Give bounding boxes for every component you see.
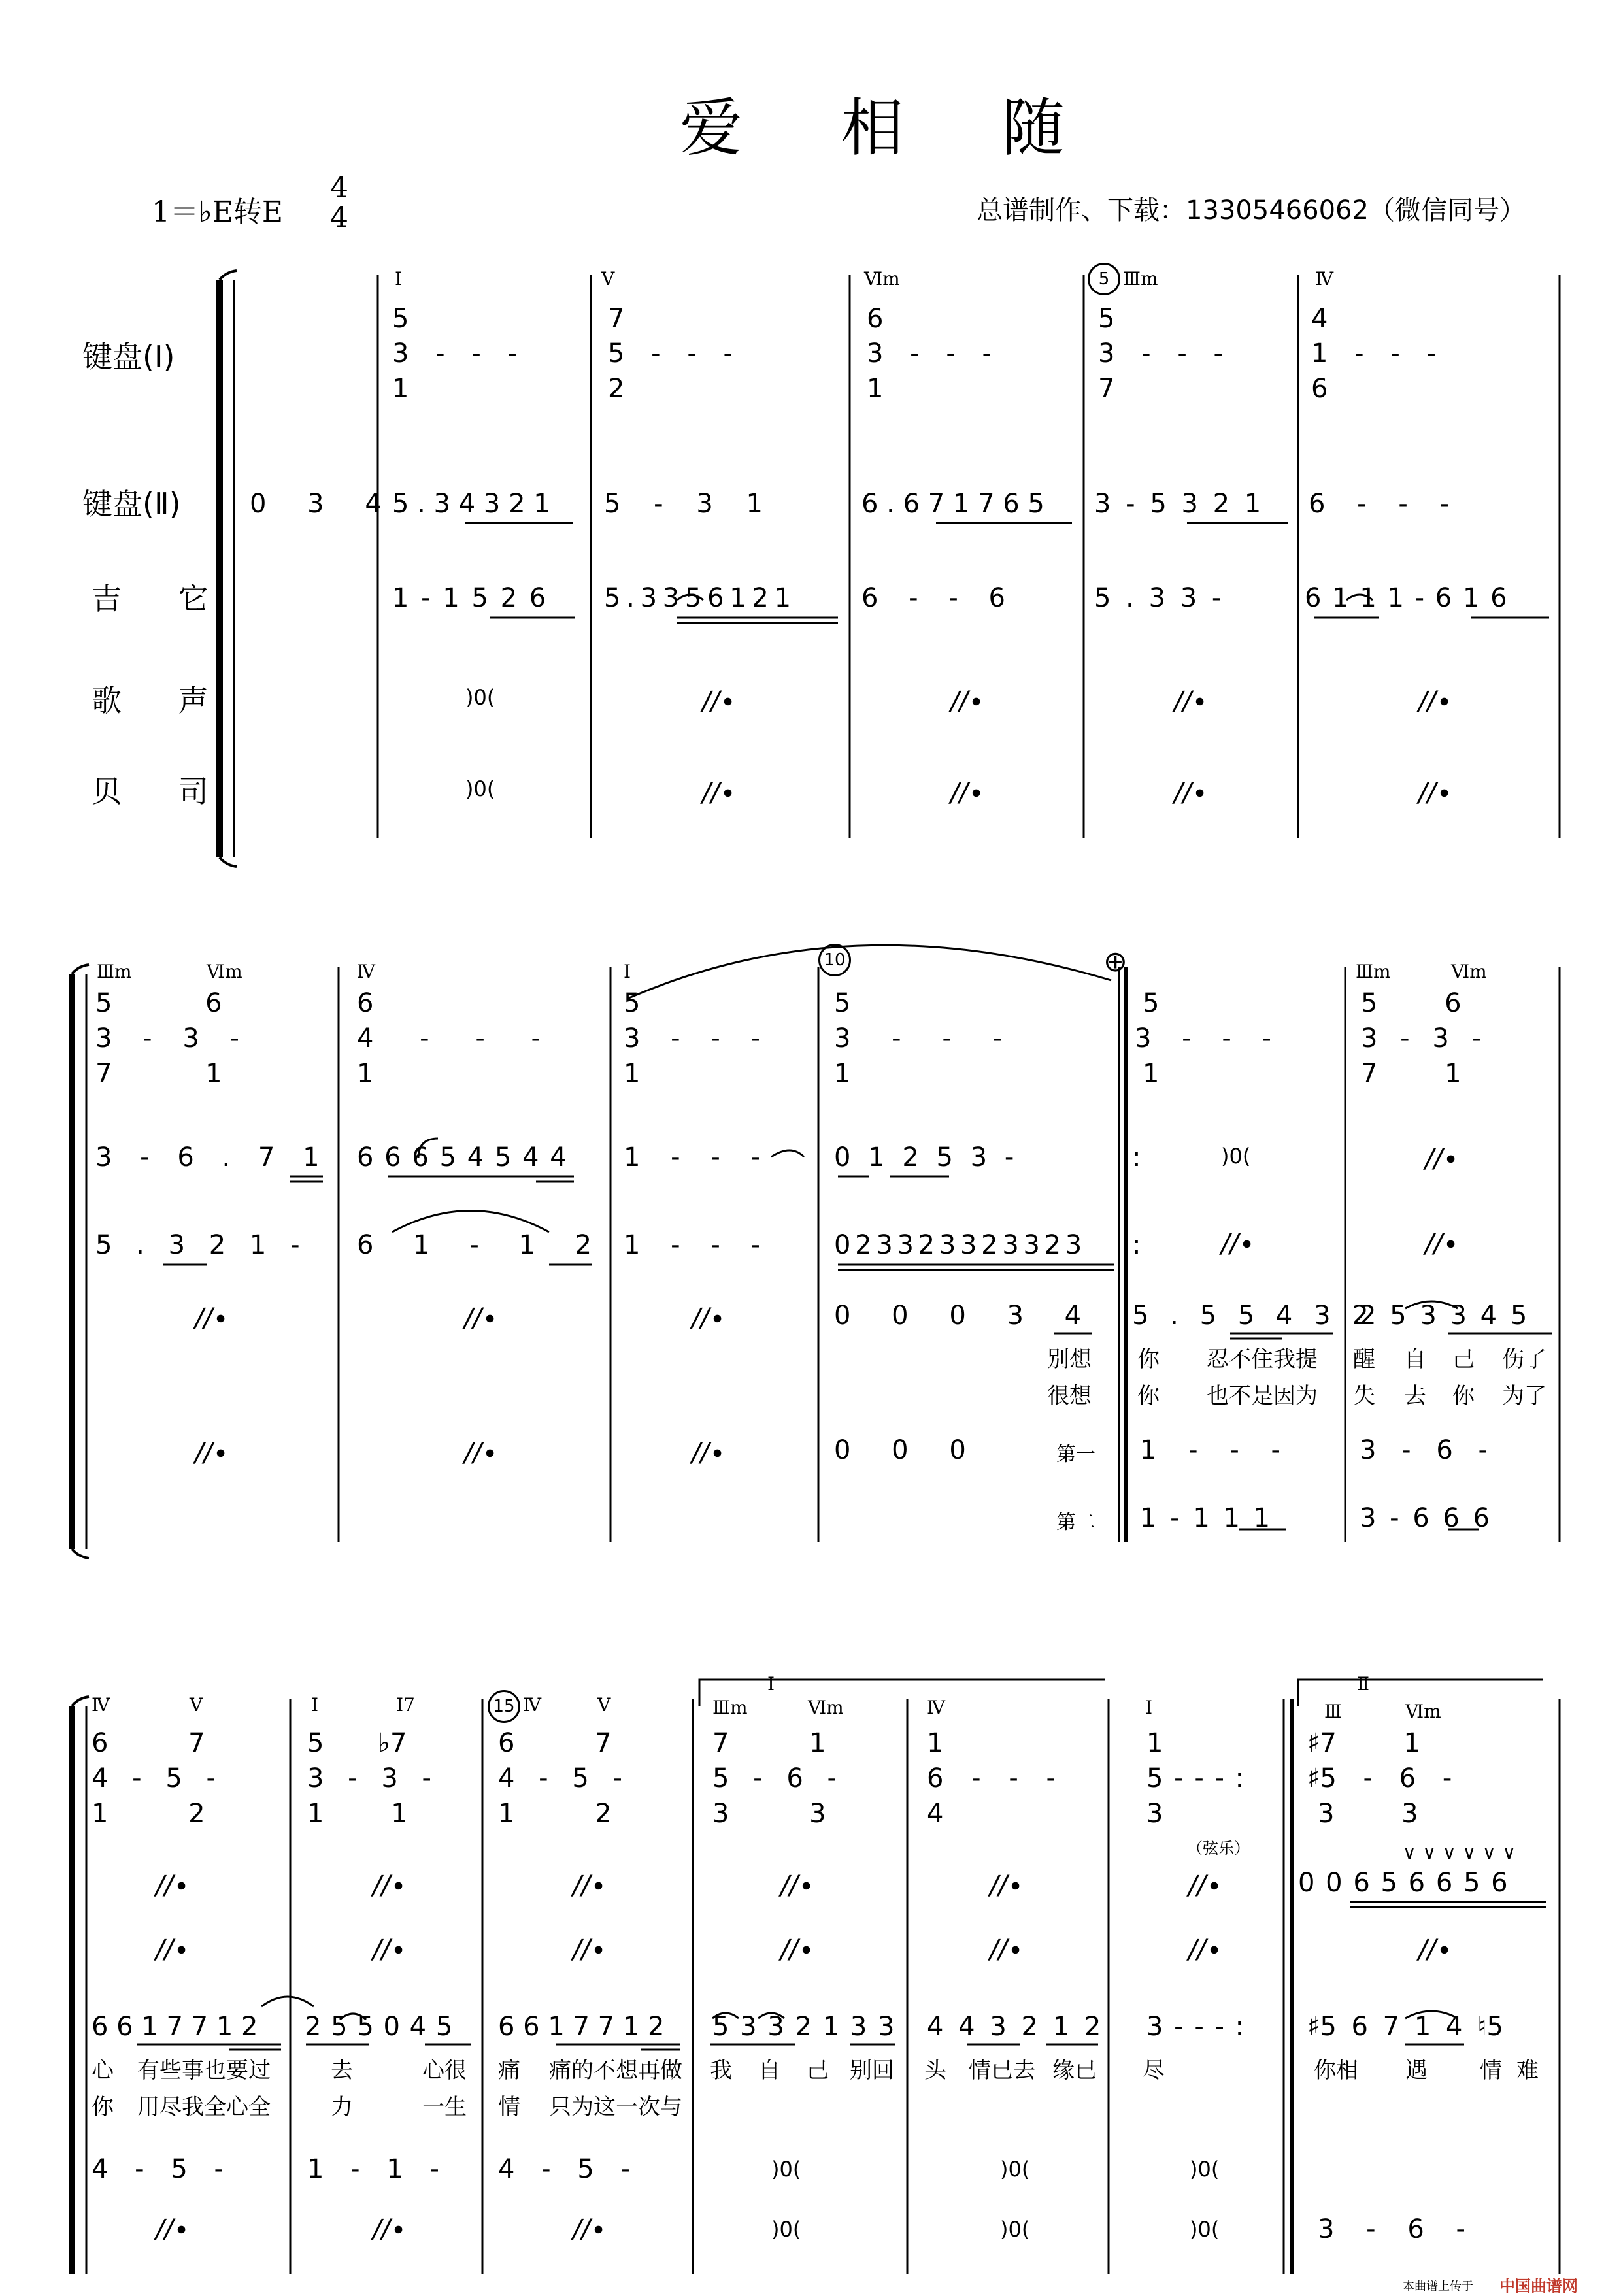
kb1-note-mid: 3 - - -: [624, 1023, 760, 1054]
guitar-measure: 5 . 3 3 5 6 1 2 1: [604, 583, 792, 613]
kb2-measure: 5 - 3 1: [604, 489, 763, 519]
kb1-note-top: ♯7 1: [1307, 1728, 1420, 1758]
repeat-measure: ∕/∙: [373, 2214, 407, 2244]
guitar-measure: 1 - - -: [624, 1230, 760, 1260]
kb2-measure: 1 - - -: [624, 1142, 760, 1173]
kb1-note-mid: 6 - - -: [927, 1763, 1056, 1793]
repeat-measure: ∕/∙: [1425, 1144, 1459, 1174]
repeat-measure: ∕/∙: [1418, 1935, 1452, 1965]
strings-label: （弦乐）: [1187, 1839, 1250, 1857]
kb1-note-bot: 1: [867, 374, 884, 404]
kb1-note-mid: 3 - - -: [834, 1023, 1002, 1054]
lyric: 头: [924, 2057, 946, 2084]
rest-measure: )0(: [1221, 1144, 1251, 1169]
repeat-measure: ∕/∙: [702, 778, 736, 808]
lyric: 你: [1137, 1346, 1160, 1373]
repeat-measure: ∕/∙: [195, 1303, 229, 1333]
kb1-note-top: 7: [608, 304, 625, 334]
kb1-note-top: 6 7: [92, 1728, 205, 1758]
lyric: 一生: [422, 2094, 467, 2120]
kb1-note-mid: 3 - 3 -: [1361, 1023, 1481, 1054]
kb1-note-top: 5 6: [95, 988, 222, 1018]
bass-measure: 4 - 5 -: [92, 2154, 224, 2184]
repeat-sign-start: :: [1132, 1230, 1141, 1260]
rest-measure: )0(: [465, 776, 495, 801]
time-signature-top: 4: [330, 171, 348, 205]
instrument-label-keyboard-1: 键盘(Ⅰ): [82, 339, 175, 374]
rest-measure: )0(: [771, 2217, 801, 2242]
kb1-note-top: 6: [867, 304, 884, 334]
kb1-note-bot: 3 3: [1318, 1799, 1418, 1829]
chord-label: Ⅵm: [1405, 1701, 1441, 1722]
lyric: 你: [1137, 1383, 1160, 1409]
kb1-note-mid: 3 - 3 -: [95, 1023, 239, 1054]
repeat-measure: ∕/∙: [156, 1935, 190, 1965]
chord-label: Ⅵm: [1451, 961, 1487, 982]
lyric: 很想: [1047, 1383, 1092, 1409]
kb1-note-bot: 2: [608, 374, 625, 404]
bass-measure: 1 - - -: [1140, 1435, 1280, 1465]
kb2-measure: 3 - 5 3 2 1: [1094, 489, 1262, 519]
guitar-measure: 5 . 3 3 -: [1094, 583, 1222, 613]
kb1-note-bot: 3 3: [712, 1799, 826, 1829]
repeat-sign-start: :: [1132, 1142, 1141, 1173]
bass-measure: 0 0 0: [834, 1435, 966, 1465]
repeat-measure: ∕/∙: [573, 2214, 607, 2244]
kb1-note-mid: 4 - 5 -: [92, 1763, 216, 1793]
kb1-note-mid: 3 - 3 -: [307, 1763, 431, 1793]
kb1-note-bot: 3: [1146, 1799, 1163, 1829]
repeat-measure: ∕/∙: [1425, 1229, 1459, 1259]
chord-label: Ⅲm: [712, 1697, 748, 1718]
lyric: 只为这一次与: [549, 2094, 682, 2120]
rest-measure: )0(: [1190, 2217, 1220, 2242]
kb1-note-bot: 4: [927, 1799, 944, 1829]
lyric: 你: [1452, 1383, 1475, 1409]
kb1-note-bot: 1: [834, 1059, 851, 1089]
bass-measure: 3 - 6 6 6: [1360, 1503, 1490, 1533]
rehearsal-mark: 5: [1088, 263, 1120, 295]
lyric: 为了: [1502, 1383, 1546, 1409]
repeat-measure: ∕/∙: [702, 686, 736, 716]
kb2-measure: 6 - - -: [1309, 489, 1449, 519]
chord-label: Ⅴ: [597, 1694, 611, 1716]
kb2-measure: 0 1 2 5 3 -: [834, 1142, 1014, 1173]
lyric: 己: [1452, 1346, 1475, 1373]
kb1-note-mid: 4 - 5 -: [498, 1763, 622, 1793]
chord-label: Ⅰ: [311, 1694, 319, 1716]
chord-label: Ⅳ: [92, 1694, 110, 1716]
instrument-label-guitar: 吉 它: [92, 581, 232, 616]
lyric: 痛的不想再做: [549, 2057, 682, 2084]
kb1-note-mid: 3 - - -: [392, 339, 517, 369]
chord-label: Ⅰ7: [396, 1694, 415, 1716]
kb1-note-bot: 7 1: [95, 1059, 222, 1089]
kb1-note-mid: 1 - - -: [1311, 339, 1436, 369]
volta-2-label: Ⅱ: [1357, 1673, 1370, 1695]
lyric: 也不是因为: [1207, 1383, 1318, 1409]
vocal-measure: 5 . 5 5 4 3 2: [1132, 1301, 1369, 1331]
lyric: 用尽我全心全: [137, 2094, 271, 2120]
footer-site-logo: 中国曲谱网: [1499, 2277, 1578, 2295]
repeat-measure: ∕/∙: [195, 1438, 229, 1468]
chord-label: Ⅴ: [190, 1694, 203, 1716]
chord-label: Ⅰ: [624, 961, 631, 982]
kb2-measure: 3 - 6 . 7 1: [95, 1142, 320, 1173]
bass-second-ending-label: 第二: [1056, 1511, 1095, 1534]
kb1-note-mid: 5 - - -: [608, 339, 733, 369]
guitar-measure: 5 . 3 2 1 -: [95, 1230, 300, 1260]
repeat-measure: ∕/∙: [780, 1871, 814, 1901]
vocal-measure: 5 3 3 2 1 3 3: [712, 2012, 895, 2042]
rest-measure: )0(: [771, 2157, 801, 2182]
bass-first-ending-label: 第一: [1056, 1443, 1095, 1466]
kb1-note-bot: 7: [1098, 374, 1115, 404]
rest-measure: )0(: [1000, 2157, 1030, 2182]
chord-label: Ⅳ: [1315, 268, 1333, 290]
lyric: 你相: [1314, 2057, 1358, 2084]
kb1-note-top: 5: [1143, 988, 1160, 1018]
kb1-note-mid: 4 - - -: [357, 1023, 541, 1054]
kb1-note-top: 5: [834, 988, 851, 1018]
lyric: 伤了: [1502, 1346, 1546, 1373]
repeat-measure: ∕/∙: [692, 1438, 726, 1468]
kb1-note-bot: 1: [624, 1059, 641, 1089]
lyric: 力: [331, 2094, 353, 2120]
kb1-note-top: 1: [1146, 1728, 1163, 1758]
kb1-note-bot: 6: [1311, 374, 1328, 404]
guitar-measure: 6 - - 6: [861, 583, 1005, 613]
bass-measure: 1 - 1 1 1: [1140, 1503, 1271, 1533]
kb2-measure: 0 0 6 5 6 6 5 6: [1298, 1868, 1508, 1898]
kb1-note-bot: 1: [1143, 1059, 1160, 1089]
guitar-measure: 1 - 1 5 2 6: [392, 583, 546, 613]
kb2-measure: 6 6 6 5 4 5 4 4: [357, 1142, 567, 1173]
kb1-note-top: 5: [1098, 304, 1115, 334]
kb1-note-mid: 3 - - -: [1135, 1023, 1271, 1054]
key-signature: 1＝♭E转E: [152, 195, 283, 229]
repeat-measure: ∕/∙: [1418, 686, 1452, 716]
repeat-measure: ∕/∙: [373, 1935, 407, 1965]
coda-icon: ⊕: [1103, 945, 1128, 978]
lyric: 心: [92, 2057, 114, 2084]
lyric: 别回: [850, 2057, 894, 2084]
bass-measure: 4 - 5 -: [498, 2154, 630, 2184]
chord-label: Ⅴ: [601, 268, 615, 290]
kb1-note-top: 5: [624, 988, 641, 1018]
repeat-measure: ∕/∙: [156, 1871, 190, 1901]
rest-measure: )0(: [1190, 2157, 1220, 2182]
lyric: 你: [92, 2094, 114, 2120]
kb1-note-top: 6: [357, 988, 374, 1018]
kb1-note-top: 1: [927, 1728, 944, 1758]
repeat-measure: ∕/∙: [692, 1303, 726, 1333]
chord-label: Ⅳ: [523, 1694, 541, 1716]
lyric: 去: [1404, 1383, 1426, 1409]
instrument-label-vocal: 歌 声: [92, 683, 232, 718]
vocal-measure: 6 6 1 7 7 1 2: [498, 2012, 665, 2042]
kb1-note-bot: 1 1: [307, 1799, 408, 1829]
lyric: 有些事也要过: [137, 2057, 271, 2084]
vocal-measure: 2 5 3 3 4 5: [1360, 1301, 1528, 1331]
time-signature-bottom: 4: [330, 201, 348, 235]
lyric: 痛: [498, 2057, 520, 2084]
repeat-measure: ∕/∙: [373, 1871, 407, 1901]
repeat-measure: ∕/∙: [950, 778, 984, 808]
kb1-note-mid: ♯5 - 6 -: [1307, 1763, 1452, 1793]
lyric: 情: [1480, 2057, 1502, 2084]
lyric: 心很: [422, 2057, 467, 2084]
kb1-note-bot: 1 2: [92, 1799, 205, 1829]
guitar-measure: 6 1 - 1 2: [357, 1230, 592, 1260]
lyric: 尽: [1143, 2057, 1165, 2084]
kb2-measure: 6 . 6 7 1 7 6 5: [861, 489, 1044, 519]
chord-label: Ⅰ: [1145, 1697, 1153, 1718]
repeat-measure: ∕/∙: [1188, 1871, 1222, 1901]
chord-label: Ⅲ: [1324, 1701, 1343, 1722]
bass-measure: 1 - 1 -: [307, 2154, 439, 2184]
kb1-note-mid: 5 - - - :: [1146, 1763, 1245, 1793]
repeat-measure: ∕/∙: [780, 1935, 814, 1965]
lyric: 醒: [1353, 1346, 1375, 1373]
kb1-note-bot: 1: [392, 374, 409, 404]
lyric: 难: [1516, 2057, 1539, 2084]
kb1-note-top: 6 7: [498, 1728, 612, 1758]
instrument-label-bass: 贝 司: [92, 774, 232, 809]
lyric: 别想: [1047, 1346, 1092, 1373]
vocal-measure: 0 0 0 3 4: [834, 1301, 1082, 1331]
arranger-credit: 总谱制作、下载：13305466062（微信同号）: [977, 195, 1526, 225]
repeat-measure: ∕/∙: [990, 1935, 1024, 1965]
vocal-measure: 6 6 1 7 7 1 2: [92, 2012, 258, 2042]
lyric: 忍不住我提: [1207, 1346, 1318, 1373]
rest-measure: )0(: [1000, 2217, 1030, 2242]
rehearsal-mark: 15: [488, 1690, 520, 1723]
lyric: 情已去: [969, 2057, 1035, 2084]
kb2-measure: 0 3 4: [250, 489, 382, 519]
page-title: 爱 相 随: [680, 92, 1105, 165]
chord-label: Ⅳ: [357, 961, 375, 982]
repeat-measure: ∕/∙: [464, 1303, 498, 1333]
volta-1-label: Ⅰ: [767, 1673, 775, 1695]
lyric: 自: [758, 2057, 780, 2084]
repeat-measure: ∕/∙: [573, 1935, 607, 1965]
repeat-measure: ∕/∙: [950, 686, 984, 716]
lyric: 遇: [1405, 2057, 1428, 2084]
chord-label: Ⅲm: [1123, 268, 1158, 290]
kb1-note-top: 5 6: [1361, 988, 1462, 1018]
instrument-label-keyboard-2: 键盘(Ⅱ): [82, 486, 181, 522]
kb1-note-top: 5 ♭7: [307, 1728, 407, 1758]
lyric: 失: [1353, 1383, 1375, 1409]
kb1-note-mid: 3 - - -: [1098, 339, 1223, 369]
vocal-measure: ♯5 6 7 1 4 ♮5: [1307, 2012, 1503, 2042]
lyric: 自: [1404, 1346, 1426, 1373]
kb2-measure: 5 . 3 4 3 2 1: [392, 489, 550, 519]
chord-label: Ⅲm: [1356, 961, 1391, 982]
repeat-measure: ∕/∙: [573, 1871, 607, 1901]
kb1-note-top: 5: [392, 304, 409, 334]
rest-measure: )0(: [465, 685, 495, 710]
repeat-measure: ∕/∙: [1221, 1229, 1255, 1259]
vocal-measure: 2 5 5 0 4 5: [305, 2012, 453, 2042]
lyric: 情: [498, 2094, 520, 2120]
chord-label: Ⅰ: [395, 268, 403, 290]
repeat-measure: ∕/∙: [1174, 778, 1208, 808]
kb1-note-mid: 5 - 6 -: [712, 1763, 837, 1793]
repeat-measure: ∕/∙: [156, 2214, 190, 2244]
repeat-measure: ∕/∙: [464, 1438, 498, 1468]
lyric: 缘已: [1052, 2057, 1097, 2084]
chord-label: Ⅵm: [864, 268, 900, 290]
kb1-note-mid: 3 - - -: [867, 339, 992, 369]
kb1-note-bot: 7 1: [1361, 1059, 1462, 1089]
repeat-measure: ∕/∙: [1188, 1935, 1222, 1965]
bass-measure: 3 - 6 -: [1318, 2214, 1465, 2244]
chord-label: Ⅵm: [808, 1697, 844, 1718]
guitar-measure: 0 2 3 3 2 3 3 2 3 3 2 3: [834, 1230, 1082, 1260]
repeat-measure: ∕/∙: [990, 1871, 1024, 1901]
chord-label: Ⅵm: [207, 961, 242, 982]
chord-label: Ⅲm: [97, 961, 132, 982]
lyric: 己: [807, 2057, 829, 2084]
guitar-measure: 6 1 1 1 - 6 1 6: [1305, 583, 1507, 613]
repeat-measure: ∕/∙: [1174, 686, 1208, 716]
kb1-note-bot: 1: [357, 1059, 374, 1089]
repeat-measure: ∕/∙: [1418, 778, 1452, 808]
kb1-note-bot: 1 2: [498, 1799, 612, 1829]
vocal-measure: 4 4 3 2 1 2: [927, 2012, 1101, 2042]
lyric: 我: [710, 2057, 732, 2084]
rehearsal-mark: 10: [818, 944, 851, 976]
bass-measure: 3 - 6 -: [1360, 1435, 1488, 1465]
accent-marks: ∨∨∨∨∨∨: [1403, 1842, 1522, 1863]
kb1-note-top: 4: [1311, 304, 1328, 334]
kb1-note-top: 7 1: [712, 1728, 826, 1758]
footer-upload-note: 本曲谱上传于: [1403, 2280, 1473, 2293]
chord-label: Ⅳ: [927, 1697, 945, 1718]
vocal-measure: 3 - - - :: [1146, 2012, 1245, 2042]
lyric: 去: [331, 2057, 353, 2084]
